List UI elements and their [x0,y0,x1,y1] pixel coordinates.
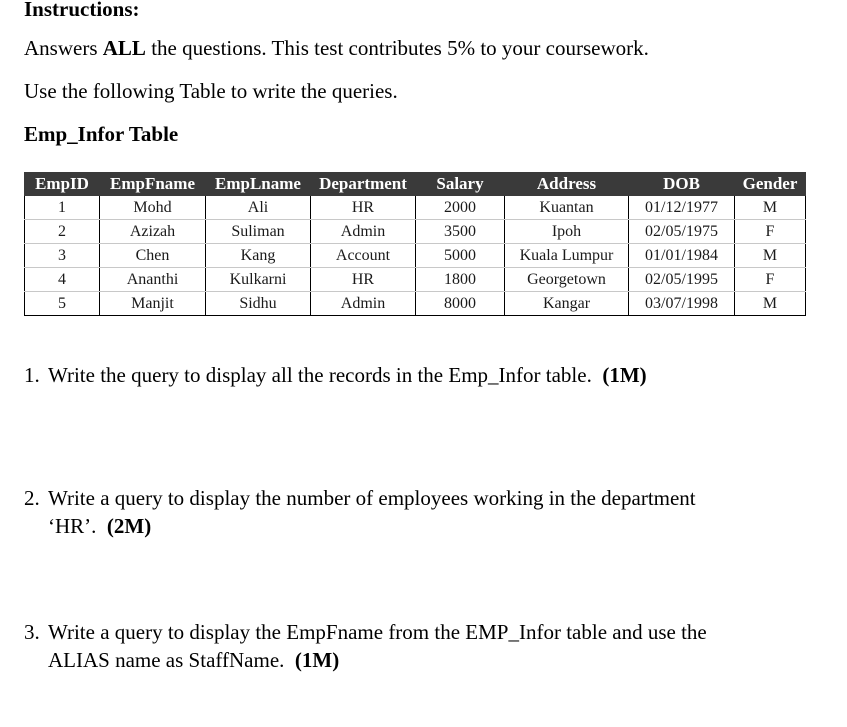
header-dob: DOB [629,173,735,196]
cell-address: Kangar [505,292,629,316]
cell-department: Admin [311,220,416,244]
intro-text-bold: ALL [102,36,146,60]
use-table-paragraph: Use the following Table to write the queries. [24,79,398,103]
cell-salary: 3500 [416,220,505,244]
question-2-text: Write a query to display the number of employees working in the department [48,486,696,510]
header-address: Address [505,173,629,196]
question-1-number: 1. [24,363,40,387]
instructions-heading: Instructions: [24,0,140,21]
question-3-line-2 [24,646,707,674]
question-2-line-2 [24,512,696,540]
question-1-marks: (1M) [602,363,647,387]
cell-empid: 4 [25,268,100,292]
question-1-line-1 [24,361,647,389]
table-title: Emp_Infor Table [24,122,179,146]
cell-emplname: Ali [206,196,311,220]
cell-empid: 1 [25,196,100,220]
question-1 [24,361,647,389]
cell-empfname: Chen [100,244,206,268]
cell-salary: 2000 [416,196,505,220]
table-row [25,268,806,292]
question-2-marks: (2M) [106,514,152,538]
cell-dob: 02/05/1975 [629,220,735,244]
cell-department: HR [311,196,416,220]
question-1-text: Write the query to display all the records in the Emp_Infor table. [48,363,592,387]
cell-dob: 02/05/1995 [629,268,735,292]
question-2 [24,484,696,540]
header-empid: EmpID [25,173,100,196]
cell-department: Account [311,244,416,268]
cell-address: Kuantan [505,196,629,220]
cell-empfname: Manjit [100,292,206,316]
cell-emplname: Sidhu [206,292,311,316]
header-department: Department [311,173,416,196]
table-header-row [25,173,806,196]
cell-gender: M [735,196,806,220]
cell-empfname: Ananthi [100,268,206,292]
cell-gender: F [735,268,806,292]
cell-department: HR [311,268,416,292]
cell-empid: 5 [25,292,100,316]
cell-emplname: Suliman [206,220,311,244]
table-row [25,244,806,268]
cell-salary: 1800 [416,268,505,292]
cell-dob: 01/01/1984 [629,244,735,268]
intro-text-after: the questions. This test contributes 5% to your coursework. [145,36,649,60]
cell-empfname: Azizah [100,220,206,244]
cell-salary: 5000 [416,244,505,268]
cell-emplname: Kang [206,244,311,268]
intro-text-before: Answers [24,36,103,60]
cell-department: Admin [311,292,416,316]
table-row [25,196,806,220]
cell-empid: 2 [25,220,100,244]
question-3-line-1 [24,618,707,646]
question-3-text: Write a query to display the EmpFname from the EMP_Infor table and use the [48,620,707,644]
cell-address: Kuala Lumpur [505,244,629,268]
cell-address: Georgetown [505,268,629,292]
table-row [25,220,806,244]
question-2-number: 2. [24,486,40,510]
cell-gender: M [735,292,806,316]
table-row [25,292,806,316]
cell-salary: 8000 [416,292,505,316]
header-empfname: EmpFname [100,173,206,196]
cell-address: Ipoh [505,220,629,244]
emp-infor-table [24,172,806,316]
header-emplname: EmpLname [206,173,311,196]
cell-gender: F [735,220,806,244]
header-salary: Salary [416,173,505,196]
question-3-text-continued: ALIAS name as StaffName. [48,648,285,672]
cell-empid: 3 [25,244,100,268]
cell-gender: M [735,244,806,268]
cell-emplname: Kulkarni [206,268,311,292]
question-3-marks: (1M) [294,648,340,672]
question-2-line-1 [24,484,696,512]
header-gender: Gender [735,173,806,196]
question-3 [24,618,707,674]
cell-dob: 03/07/1998 [629,292,735,316]
cell-dob: 01/12/1977 [629,196,735,220]
cell-empfname: Mohd [100,196,206,220]
question-3-number: 3. [24,620,40,644]
question-2-text-continued: ‘HR’. [48,514,97,538]
intro-paragraph [24,36,649,61]
